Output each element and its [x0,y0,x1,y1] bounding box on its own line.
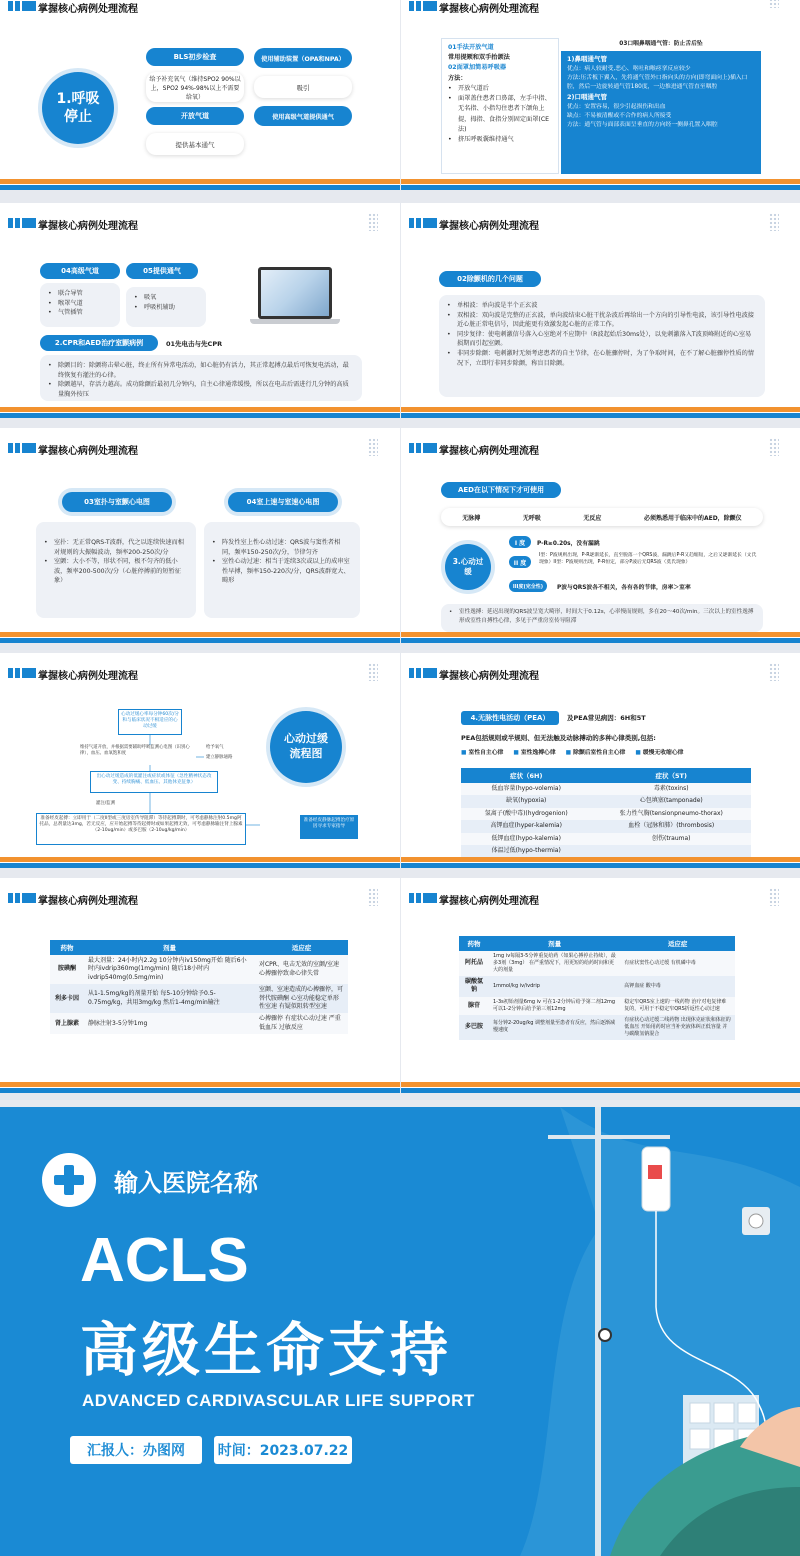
type-label: 除颤后室性自主心律 [573,750,626,756]
list-item: • 呼吸机辅助 [134,303,198,313]
table-cell: 张力性气胸(tensionpneumo-thorax) [591,808,751,820]
slide-title: 掌握核心病例处理流程 [439,671,539,682]
slide-9[interactable] [0,878,400,1093]
condition-item: 必须熟悉用于临床中的AED，除颤仪 [643,514,742,522]
table-cell: 胺碘酮 [50,955,84,984]
condition-item: 无反应 [583,514,602,522]
drug-table-wrap [50,940,348,1034]
table-cell: 每分钟2-20ug/kg 调整剂量至患者有反应，然后逐渐减慢速度 [489,1015,620,1040]
date-badge: 时间：2023.07.22 [214,1436,352,1464]
right-header: 03口咽鼻咽通气管：防止舌后坠 [561,38,761,51]
adv-airway-pill: 使用高级气道提供通气 [254,106,352,126]
svt-box [204,522,360,618]
table-cell: 静脉注射3-5分钟1mg [84,1013,255,1034]
reporter-badge: 汇报人：办图网 [70,1436,202,1464]
suction-card: 吸引 [254,76,352,98]
list-item: • 单相波：单向波是半个正玄波 [447,301,757,311]
laptop-image [250,267,340,329]
right-text: 优点：安置容易，很少引起损伤和出血 [567,103,666,110]
slide-2[interactable] [401,0,800,190]
cover-slide[interactable] [0,1107,800,1556]
pea-type-item: ■ 室性逸搏心律 [513,750,556,756]
degree-2-text: I型：P波规则出现，P-R逐渐延长，直至脱落一个QRS波，漏跳后P-R又趋缩短，之后又逐渐延长（文氏现象）II型：P波规则出现，P-R恒定，部分P波后无QRS波（莫氏现象） [539,553,757,566]
slide-footer-stripe [401,857,800,868]
list-item: • 除颤目的：除颤将击晕心脏，终止所有异常电活动，如心脏仍有活力，其正常起搏点最后可恢复电活动，最终恢复有灌注的心律。 [48,361,354,380]
vf-box [36,522,196,618]
flow-mid-box: 出心动过缓造成的低灌注或症状或体征（急性精神状态改变、持续胸痛、低血压、其他休克征象） [90,771,218,793]
table-cell: 缺氧(hypoxia) [461,795,591,807]
flow-branch-label: 灌注/监测 [96,801,116,806]
ventilation-tag: 05提供通气 [126,263,198,279]
hospital-logo [42,1153,96,1207]
table-header: 症状（6H) [461,768,591,783]
table-row [461,795,751,807]
list-item: • 面罩盖住患者口鼻部，左手中指、无名指、小指勾住患者下颌角上提，拇指、食指分别固定面罩(CE法) [448,94,552,135]
cpr-aed-tag: 2.CPR和AED治疗室颤病例 [40,335,158,351]
flow-side-1: 给予氧气 [206,745,224,750]
table-cell: 血栓（冠脉和肺）(thrombosis) [591,820,751,832]
slide-header [401,203,800,233]
table-cell: 低钾血症(hypo-kalemia) [461,833,591,845]
slide-header [0,0,400,16]
table-header: 药物 [50,940,84,955]
slide-header [401,0,800,16]
degree-3-text: P波与QRS波各不相关，各有各的节律，房率＞室率 [557,585,691,591]
slide-5[interactable] [0,428,400,643]
dots-decor [769,663,779,681]
slide-title: 掌握核心病例处理流程 [38,896,138,907]
type-label: 室性逸搏心律 [520,750,556,756]
bls-pill: BLS初步检查 [146,48,244,66]
slide-7[interactable] [0,653,400,868]
slide-title: 掌握核心病例处理流程 [439,446,539,457]
pea-type-item: ■ 缓慢无收缩心律 [635,750,684,756]
advanced-airway-box [40,283,120,327]
dots-decor [368,213,378,231]
table-header: 适应症 [255,940,348,955]
table-row [50,955,348,984]
ventilation-box [126,287,206,327]
pea-tag-suffix: 及PEA常见病因：6H和5T [567,714,646,722]
list-item: • 室颤：大小不等，形状不同，极不匀齐的低小波，频率200-500次/分（心脏停搏前的短暂征象） [44,557,188,586]
list-item: • 联合导管 [48,289,112,299]
dots-decor [769,213,779,231]
dots-decor [769,438,779,456]
table-cell: 高钾血症 酸中毒 [620,976,735,997]
table-row [461,783,751,795]
list-item: • 除颤越早，存活力越高。成功除颤后最初几分钟内，自主心律通常缓慢，所以在电击后需进行几分钟的高质量胸外按压 [48,380,354,399]
slide-header [0,203,400,233]
table-cell: 稳定窄QRS室上速的一线药物 治疗对电复律难复的，可用于不稳定窄QRS折返性心动过速 [620,997,735,1015]
table-cell: 氢离子(酸中毒)(hydrogenion) [461,808,591,820]
slide-header [0,878,400,908]
condition-item: 无脉搏 [462,514,481,522]
table-row [50,984,348,1013]
slide-10[interactable] [401,878,800,1093]
slide-title: 掌握核心病例处理流程 [38,221,138,232]
pea-type-item: ■ 除颤后室性自主心律 [565,750,626,756]
slide-title: 掌握核心病例处理流程 [439,221,539,232]
table-header: 药物 [459,936,489,951]
degree-1-text: P-R≥0.20s，没有漏跳 [537,541,600,547]
table-cell: 低血容量(hypo-volemia) [461,783,591,795]
slide-footer-stripe [0,1082,400,1093]
subtitle-en: ADVANCED CARDIVASCULAR LIFE SUPPORT [82,1391,475,1410]
table-cell [591,845,751,857]
table-header: 剂量 [84,940,255,955]
list-item: • 室扑：无正常QRS-T波群，代之以连续快速而相对规则的大振幅波动，频率200-250次/分 [44,538,188,557]
drug-table-2-wrap [459,936,735,1040]
pea-table [461,768,751,857]
right-text: 优点：病人较耐受,恶心、呕吐和喉痉挛反应较少 [567,65,691,72]
flow-right-box: 准备经皮静脉起搏治疗原因寻求专家指导 [300,815,358,839]
title-cn: 高级生命支持 [80,1316,453,1384]
slide-footer-stripe [0,632,400,643]
right-text: 缺点：不易被清醒或不合作的病人所接受 [567,113,672,120]
open-airway-pill: 开放气道 [146,107,244,125]
table-cell: 高钾血症(hyper-kalemia) [461,820,591,832]
list-item: • 开放气道后 [448,84,552,94]
aed-conditions [441,508,763,526]
table-cell: 体温过低(hypo-thermia) [461,845,591,857]
table-header: 剂量 [489,936,620,951]
slide-footer-stripe [401,1082,800,1093]
table-cell: 1mmol/kg iv/ivdrip [489,976,620,997]
pea-types [461,747,761,756]
table-cell: 肾上腺素 [50,1013,84,1034]
slide-header [401,428,800,458]
degree-2-tag: II 度 [509,556,531,568]
table-cell: 利多卡因 [50,984,84,1013]
medical-cross-icon [54,1165,84,1195]
table-cell: 毒素(toxins) [591,783,751,795]
advanced-airway-tag: 04高级气道 [40,263,120,279]
flow-left-text: 维持气道开放，并根据需要辅助呼吸监测心电图（识别心律），血压、血氧饱和度 [80,745,190,757]
table-row [459,1015,735,1040]
aed-tag: AED在以下情况下才可使用 [441,482,561,498]
list-item: • 挤压呼吸囊维持通气 [448,135,552,145]
drug-table-2 [459,936,735,1040]
table-row [459,997,735,1015]
table-cell: 创伤(trauma) [591,833,751,845]
table-cell: 有症状心动过缓二线药物 出现休克症状和体征的低血压 开始用药时应当补充液体纠正低容量 并与碳酸氢钠混合 [620,1015,735,1040]
right-text: 方法：通气管与面部表面呈垂直的方向经一侧鼻孔置入咽腔 [567,122,718,129]
table-cell: 心搏骤停 有症状心动过速 严重低血压 过敏反应 [255,1013,348,1034]
oxygen-card: 给予补充氧气（维持SPO2 90%以上，SPO2 94%-98%以上不需要给氧） [146,72,244,102]
pea-desc: PEA包括规则或半规则、但无法触及动脉搏动的多种心律类别,包括: [461,734,656,742]
defib-box [40,355,362,401]
slide-4[interactable] [401,203,800,418]
table-cell: 多巴胺 [459,1015,489,1040]
pea-table-wrap [461,768,751,857]
pea-tag: 4.无脉性电活动（PEA） [461,711,559,725]
degree-1-tag: I 度 [509,536,531,548]
table-row [459,976,735,997]
table-cell: 对CPR、电击无效的室颤/室速心搏骤停致命心律失常 [255,955,348,984]
slide-title: 掌握核心病例处理流程 [439,4,539,15]
opa-npa-pill: 使用辅助装置（OPA和NPA） [254,48,352,68]
list-item: • 气管插管 [48,308,112,318]
slide-title: 掌握核心病例处理流程 [38,671,138,682]
method-list [448,84,552,145]
slide-8[interactable] [401,653,800,868]
list-item: • 非同步除颤：电刺激时无须考虑患者的自主节律，在心脏骤停时，为了争取时间，在不了解心脏骤停性质的情况下，立即行非同步除颤，称盲目除颤。 [447,349,757,368]
slide-footer-stripe [401,632,800,643]
defib-issues-tag: 02除颤机的几个问题 [439,271,541,287]
hospital-name: 输入医院名称 [114,1169,258,1197]
table-cell: 1mg iv每隔3-5分钟重复给药（如果心搏停止持续），最多3剂（3mg） 在严重情况下，用更短的给药时间和更大的剂量 [489,951,620,976]
table-row [50,1013,348,1034]
basic-ventilation-card: 提供基本通气 [146,133,244,155]
flow-side-2: 建立静脉通路 [206,755,233,760]
iv-pole-ring [598,1328,612,1342]
table-cell: 最大剂量：24小时内2.2g 10分钟内iv150mg开始 随后6小时内ivdrip360mg(1mg/min) 随后18小时内ivdrip540mg(0.5mg/min) [84,955,255,984]
degree-3-tag: III度(完全性) [509,580,547,592]
list-item: • 阵发性室上性心动过速：QRS波与窦性者相同，频率150-250次/分，节律匀齐 [212,538,352,557]
tag-mask: 02面罩加简易呼吸器 [448,64,507,72]
slide-header [401,653,800,683]
pea-type-item: ■ 室性自主心律 [461,750,504,756]
table-cell: 阿托品 [459,951,489,976]
slide-header [0,428,400,458]
table-row [461,820,751,832]
method-label: 方法： [448,74,467,82]
slide-footer-stripe [0,407,400,418]
svt-tag: 04室上速与室速心电图 [228,492,338,512]
table-cell: 碳酸氢钠 [459,976,489,997]
dots-decor [368,438,378,456]
right-panel [561,38,761,174]
list-item: • 室性逸搏：延迟出现的QRS波呈宽大畸形，时间大于0.12s，心率慢而规则，多在20～40次/min。三次以上的室性逸搏形成室性自搏性心律，多见于严重房室传导阻滞 [449,608,755,625]
slide-3[interactable] [0,203,400,418]
slide-title: 掌握核心病例处理流程 [439,896,539,907]
table-row [461,833,751,845]
table-row [461,845,751,857]
table-cell: 从1-1.5mg/kg的剂量开始 每5-10分钟给予0.5-0.75mg/kg，共用3mg/kg 然后1-4mg/min输注 [84,984,255,1013]
table-cell: 室颤、室速造成的心搏骤停，可替代胺碘酮 心室功能稳定单形性室速 有疑似阻转型室速 [255,984,348,1013]
condition-item: 无呼吸 [522,514,541,522]
drug-table [50,940,348,1034]
type-label: 缓慢无收缩心律 [642,750,684,756]
cpr-sub: 01先电击与先CPR [166,340,223,348]
tag-open-airway: 01手法开放气道 [448,44,494,51]
slide-footer-stripe [0,179,400,190]
slide-footer-stripe [0,857,400,868]
list-item: • 双相波：双向波是完整的正玄波，单向波结束心脏干扰杂波后再给出一个方向的引导性电波，该引导性电波接近心脏正常电信号，因此能更有效激发起心脏的正常工作。 [447,311,757,330]
slide-footer-stripe [401,179,800,190]
table-row [459,951,735,976]
bradycardia-circle: 3.心动过缓 [445,544,491,590]
table-row [461,808,751,820]
right-sub: 1)鼻咽通气管 [567,55,607,64]
escape-note [441,604,763,632]
list-item: • 喉罩气道 [48,299,112,309]
type-label: 室性自主心律 [468,750,504,756]
vf-tag: 03室扑与室颤心电图 [62,492,172,512]
slide-footer-stripe [401,407,800,418]
table-header: 适应症 [620,936,735,951]
table-cell: 腺苷 [459,997,489,1015]
dots-decor [368,888,378,906]
list-item: • 室性心动过速：相当于连续3次或以上的成串室性早搏，频率150-220次/分，QRS波群宽大、畸形 [212,557,352,586]
breathing-stop-circle: 1.呼吸停止 [42,72,114,144]
slide-title: 掌握核心病例处理流程 [38,4,138,15]
dots-decor [769,0,779,8]
left-panel [441,38,559,174]
method-line: 常用提颏和双手抬颌法 [448,54,510,62]
dots-decor [769,888,779,906]
bradycardia-flow-circle: 心动过缓流程图 [270,711,342,783]
table-cell: 1-3s初始剂量6mg iv 可在1-2分钟后给予第二剂12mg 可以1-2分钟后给予第三剂12mg [489,997,620,1015]
right-sub: 2)口咽通气管 [567,93,607,102]
slide-1[interactable] [0,0,400,190]
title-en: ACLS [80,1226,249,1295]
right-text: 方法:压舌板下翼入，先将通气管外口指向头的方向(即弯面向上)插入口腔，然后一边旋转通气管180度，一边推进通气管直至咽腔 [567,74,748,91]
slide-title: 掌握核心病例处理流程 [38,446,138,457]
flow-top-box: 心动过缓心率每分钟60次/分和与临床状况不相适应的心动过缓 [118,709,182,735]
slide-6[interactable] [401,428,800,643]
defib-issues-box [439,295,765,397]
table-cell: 有症状窦性心动过缓 有机磷中毒 [620,951,735,976]
slide-header [401,878,800,908]
list-item: • 同步复律：使电刺激信号落入心室绝对不应期中（R波起始后30ms处），以免刺激落入T波顶峰附近的心室易损期而引起室颤。 [447,330,757,349]
table-cell: 心包填塞(tamponade) [591,795,751,807]
table-header: 症状（5T) [591,768,751,783]
list-item: • 吸氧 [134,293,198,303]
flow-bottom-box: 准备经皮起搏：立即用于（二度II型或三度房室传导阻滞）等待起搏期时，可考虑静脉注射0.5mg阿托品，总剂量达3mg，若无反应，应开始起搏等待起搏时或如果起搏无效，可考虑静脉输注肾上腺素（2-10ug/min）或多巴胺（2-10ug/kg/min） [36,813,246,845]
